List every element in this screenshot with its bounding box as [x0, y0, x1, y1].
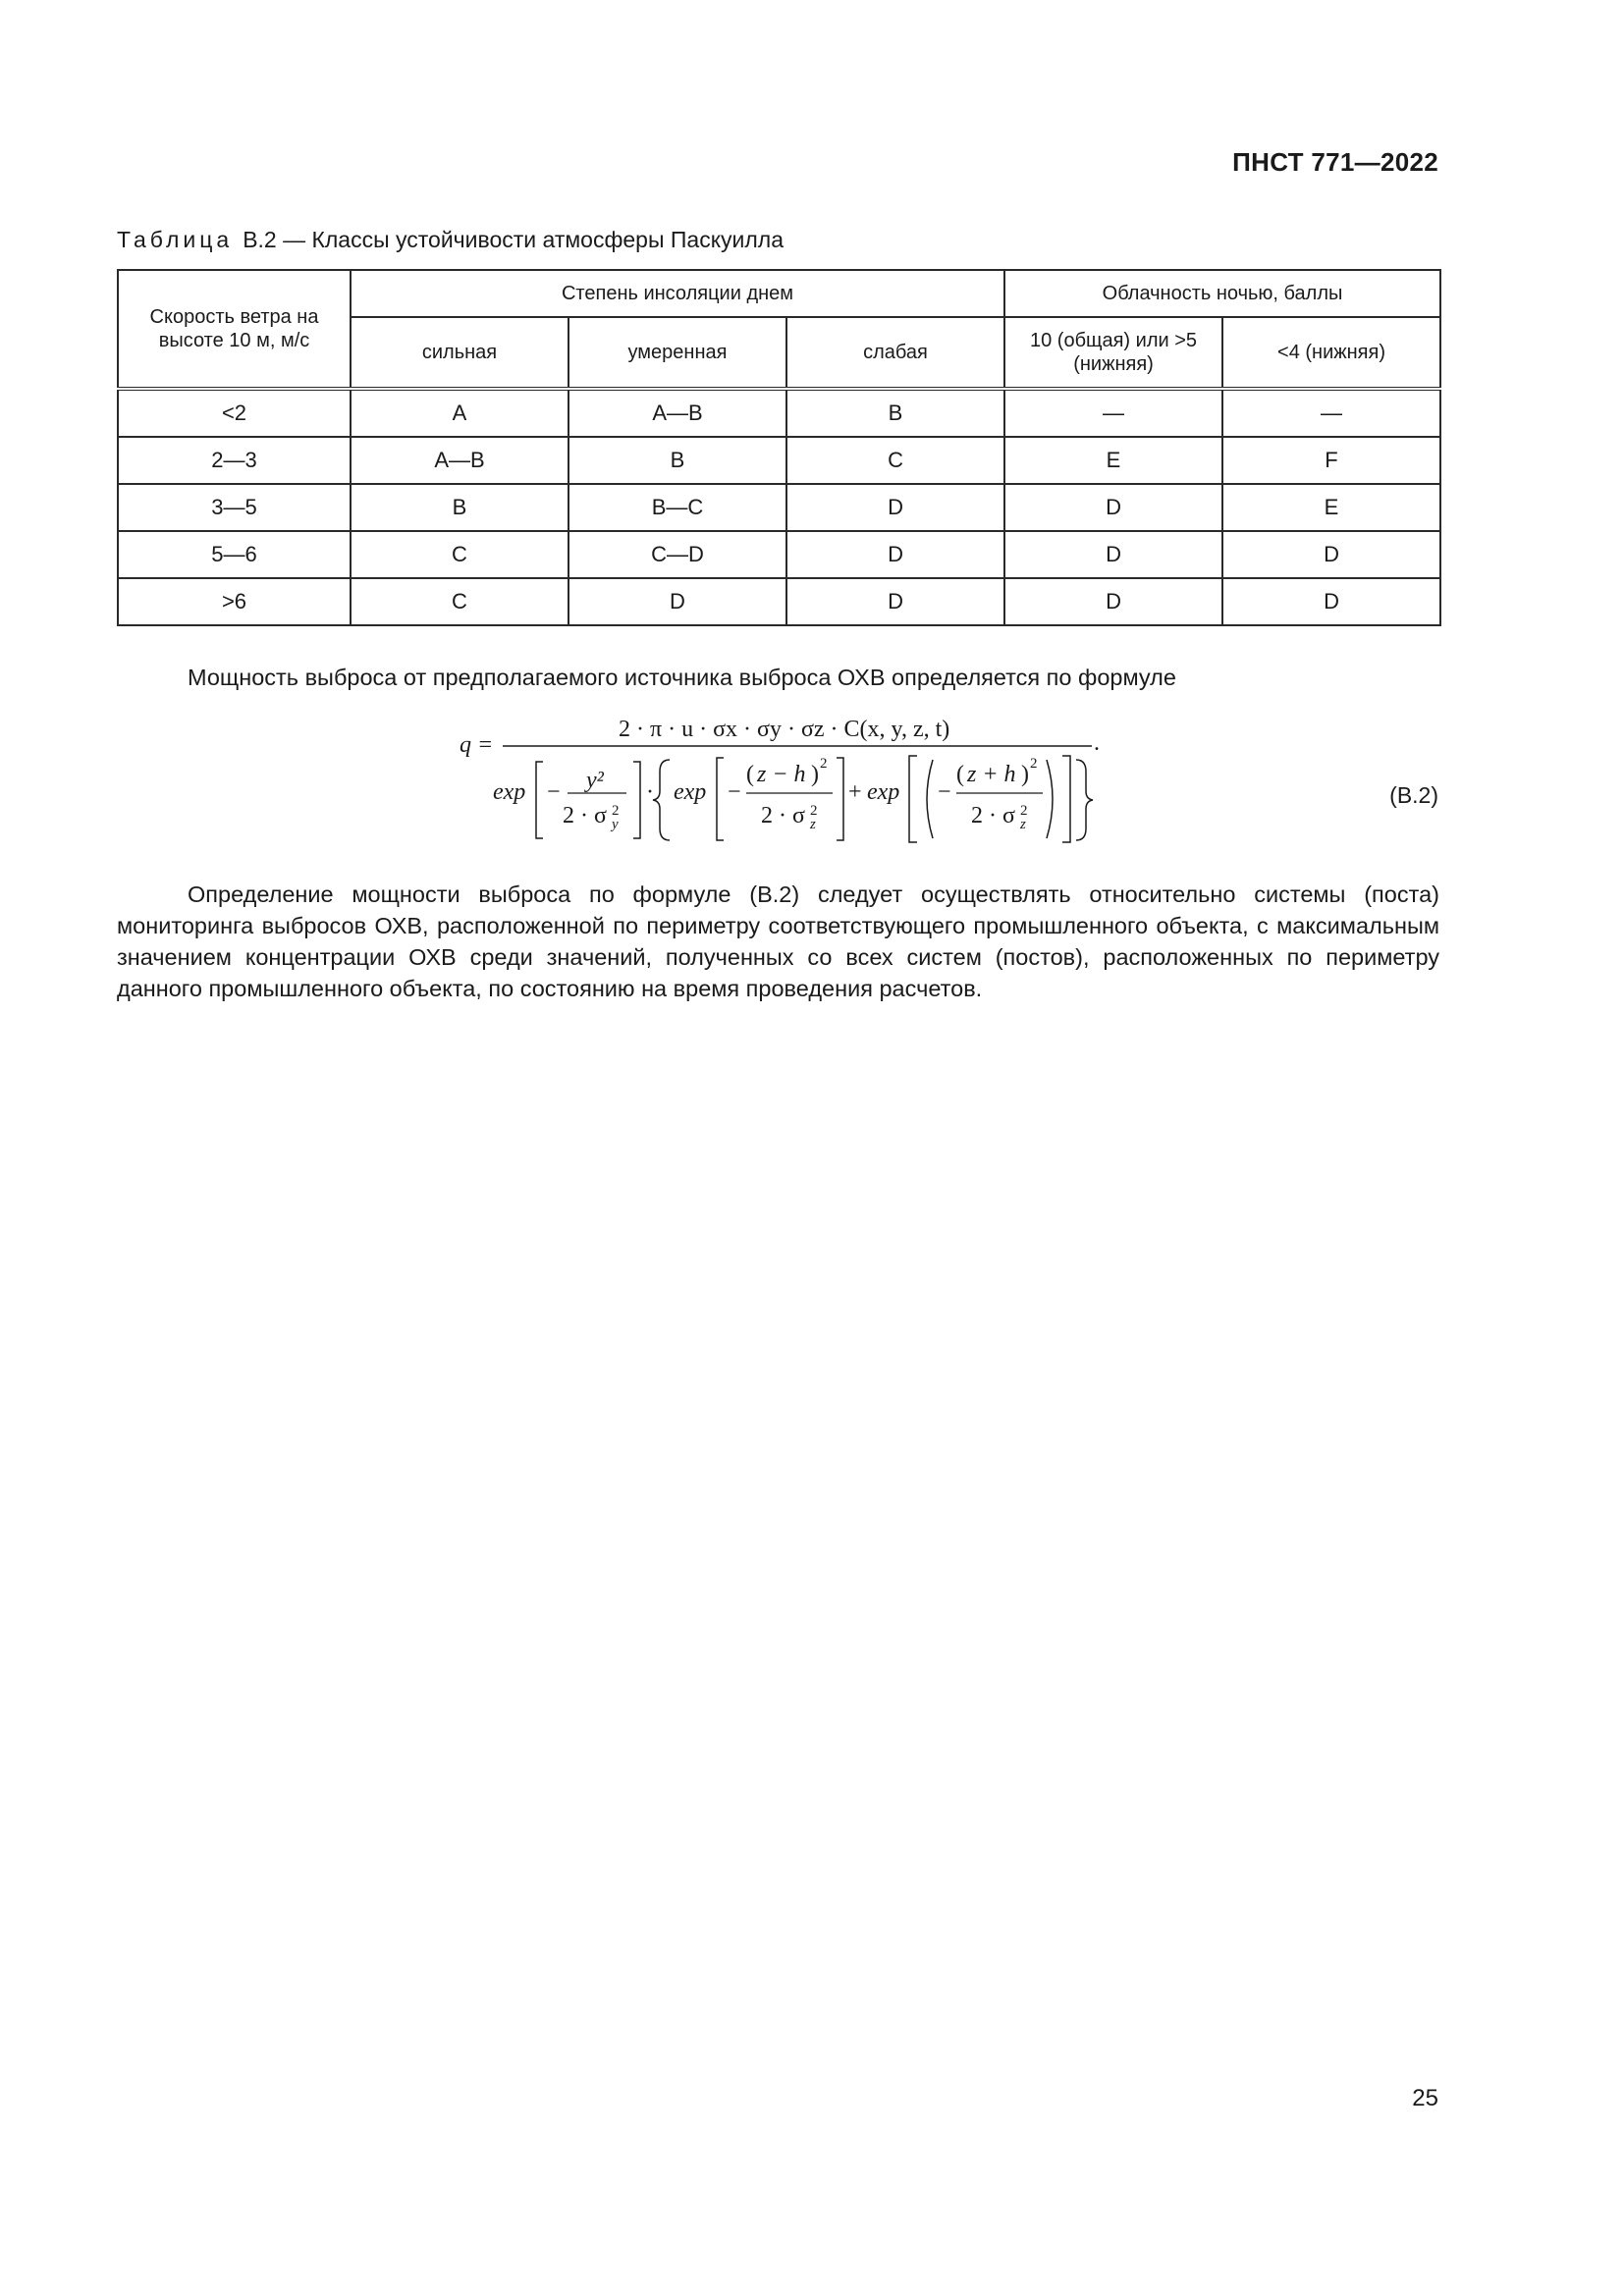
table-cell: D — [1004, 578, 1222, 625]
svg-text:z + h: z + h — [967, 762, 1016, 787]
svg-text:(: ( — [956, 762, 964, 787]
header-wind-speed: Скорость ветра на высоте 10 м, м/с — [118, 270, 351, 389]
svg-text:(: ( — [746, 762, 754, 787]
svg-text:2 · σ: 2 · σ — [971, 803, 1015, 828]
formula-intro: Мощность выброса от предполагаемого источника выброса ОХВ определяется по формуле — [188, 665, 1176, 690]
table-row — [118, 531, 1440, 578]
svg-text:2: 2 — [612, 803, 620, 819]
header-cloud-low: <4 (нижняя) — [1222, 317, 1440, 389]
table-cell: 3—5 — [118, 484, 351, 531]
svg-text:2: 2 — [820, 756, 828, 772]
table-cell: E — [1222, 484, 1440, 531]
table-cell: 2—3 — [118, 437, 351, 484]
svg-text:−: − — [728, 779, 741, 805]
table-cell: B — [351, 484, 568, 531]
svg-text:z: z — [810, 817, 816, 832]
table-row — [118, 389, 1440, 437]
table-cell: C — [351, 578, 568, 625]
svg-text:z − h: z − h — [757, 762, 806, 787]
table-caption-label: Таблица — [117, 227, 234, 252]
header-cloudiness: Облачность ночью, баллы — [1004, 270, 1440, 317]
table-cell: A — [351, 389, 568, 437]
svg-text:2 · σ: 2 · σ — [761, 803, 805, 828]
table-cell: C — [786, 437, 1004, 484]
table-cell: — — [1222, 389, 1440, 437]
table-cell: 5—6 — [118, 531, 351, 578]
header-strong: сильная — [351, 317, 568, 389]
table-row — [118, 437, 1440, 484]
table-cell: D — [786, 578, 1004, 625]
svg-text:z: z — [1020, 817, 1026, 832]
table-cell: D — [1004, 484, 1222, 531]
page-number: 25 — [1412, 2085, 1438, 2111]
emission-formula — [452, 701, 1119, 858]
table-cell: F — [1222, 437, 1440, 484]
header-insolation: Степень инсоляции днем — [351, 270, 1004, 317]
header-moderate: умеренная — [568, 317, 786, 389]
svg-text:−: − — [938, 779, 951, 805]
svg-text:2: 2 — [1020, 803, 1028, 819]
formula-number: (В.2) — [1389, 782, 1438, 808]
svg-text:2 · σ: 2 · σ — [563, 803, 607, 828]
formula-numerator: 2 · π · u · σx · σy · σz · C(x, y, z, t) — [619, 717, 950, 742]
svg-text:.: . — [1094, 730, 1100, 756]
table-cell: D — [786, 531, 1004, 578]
svg-text:exp: exp — [674, 779, 707, 805]
table-cell: D — [1222, 531, 1440, 578]
table-cell: D — [568, 578, 786, 625]
table-body — [118, 389, 1440, 625]
table-caption — [117, 227, 784, 253]
svg-text:y: y — [612, 817, 619, 832]
table-cell: — — [1004, 389, 1222, 437]
table-head — [118, 270, 1440, 389]
table-row — [118, 484, 1440, 531]
svg-text:): ) — [811, 762, 819, 787]
table-cell: C—D — [568, 531, 786, 578]
table-cell: D — [786, 484, 1004, 531]
table-cell: A—B — [351, 437, 568, 484]
header-weak: слабая — [786, 317, 1004, 389]
table-caption-text: В.2 — Классы устойчивости атмосферы Паскуилла — [243, 227, 785, 252]
formula-lhs: q = — [460, 732, 494, 758]
table-cell: B — [786, 389, 1004, 437]
table-cell: C — [351, 531, 568, 578]
stability-classes-table — [117, 269, 1441, 626]
formula-exp-label: exp — [493, 779, 526, 805]
table-cell: B — [568, 437, 786, 484]
svg-text:y²: y² — [586, 768, 604, 793]
svg-text:+: + — [848, 779, 862, 805]
table-cell: <2 — [118, 389, 351, 437]
svg-text:2: 2 — [1030, 756, 1038, 772]
table-row — [118, 578, 1440, 625]
table-cell: >6 — [118, 578, 351, 625]
svg-text:·: · — [646, 779, 654, 805]
table-cell: D — [1004, 531, 1222, 578]
table-cell: E — [1004, 437, 1222, 484]
table-cell: D — [1222, 578, 1440, 625]
table-cell: B—C — [568, 484, 786, 531]
document-id: ПНСТ 771—2022 — [1232, 147, 1438, 177]
svg-text:2: 2 — [810, 803, 818, 819]
header-cloud-high: 10 (общая) или >5 (нижняя) — [1004, 317, 1222, 389]
svg-text:−: − — [547, 779, 561, 805]
body-paragraph: Определение мощности выброса по формуле (В.2) следует осуществлять относительно системы (поста) мониторинга выбросов ОХВ, расположенной по периметру соответствующего промышленного объекта, с максимальным значением концентрации ОХВ среди значений, полученных со всех систем (постов), расположенных по периметру данного промышленного объекта, по состоянию на время проведения расчетов. — [117, 881, 1439, 1001]
table-cell: A—B — [568, 389, 786, 437]
svg-text:exp: exp — [867, 779, 900, 805]
svg-text:): ) — [1021, 762, 1029, 787]
